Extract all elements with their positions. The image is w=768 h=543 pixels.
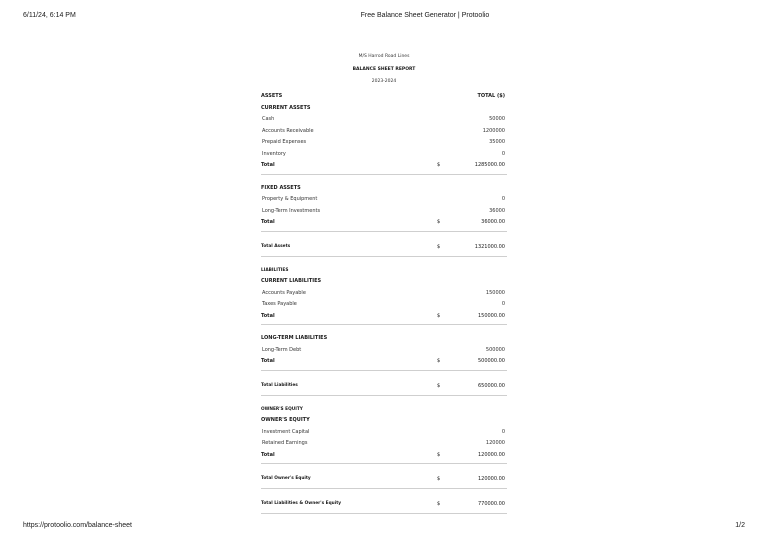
- current-assets-total-row: Total $ 1285000.00: [261, 162, 505, 168]
- total-assets-row: Total Assets $ 1321000.00: [261, 243, 505, 250]
- current-liabilities-total-row: Total $ 150000.00: [261, 312, 505, 319]
- print-page-title: Free Balance Sheet Generator | Protoolio: [360, 12, 490, 19]
- long-term-liabilities-total-row: Total $ 500000.00: [261, 358, 505, 364]
- line-item-row: Long-Term Debt 500000: [262, 346, 505, 353]
- equity-header: OWNER'S EQUITY: [261, 406, 303, 412]
- print-url: https://protoolio.com/balance-sheet: [23, 522, 132, 529]
- owners-equity-total-row: Total $ 120000.00: [261, 451, 505, 458]
- divider: [261, 513, 507, 514]
- fixed-assets-total-row: Total $ 36000.00: [261, 219, 505, 225]
- total-liabilities-equity-row: Total Liabilities & Owner's Equity $ 770000.00: [261, 501, 505, 507]
- line-item-row: Taxes Payable 0: [262, 301, 505, 307]
- divider: [261, 174, 507, 175]
- current-liabilities-title: CURRENT LIABILITIES: [261, 278, 322, 284]
- divider: [261, 256, 507, 257]
- long-term-liabilities-title: LONG-TERM LIABILITIES: [261, 335, 328, 341]
- assets-header-row: [261, 91, 507, 103]
- liabilities-header: LIABILITIES: [261, 267, 289, 273]
- divider: [261, 231, 507, 232]
- line-item-row: Accounts Receivable 1200000: [262, 127, 505, 134]
- divider: [261, 395, 507, 396]
- line-item-row: Long-Term Investments 36000: [262, 207, 505, 214]
- owners-equity-title: OWNER'S EQUITY: [261, 417, 310, 423]
- assets-header: ASSETS: [261, 93, 283, 99]
- company-name: M/S Harrod Road Lines: [358, 54, 410, 59]
- page-number: 1/2: [735, 522, 745, 529]
- divider: [261, 324, 507, 325]
- divider: [261, 488, 507, 489]
- report-period: 2023-2024: [371, 79, 397, 84]
- report-title: BALANCE SHEET REPORT: [352, 67, 416, 72]
- current-assets-title: CURRENT ASSETS: [261, 104, 311, 111]
- total-equity-row: Total Owner's Equity $ 120000.00: [261, 476, 505, 482]
- line-item-row: Inventory 0: [262, 150, 505, 157]
- divider: [261, 463, 507, 464]
- total-column-header: TOTAL ($): [477, 93, 505, 99]
- line-item-row: Prepaid Expenses 35000: [262, 139, 505, 145]
- divider: [261, 370, 507, 371]
- line-item-row: Investment Capital 0: [262, 428, 505, 435]
- line-item-row: Cash 50000: [262, 116, 505, 122]
- line-item-row: Property & Equipment 0: [262, 196, 505, 202]
- print-timestamp: 6/11/24, 6:14 PM: [23, 12, 76, 19]
- total-liabilities-row: Total Liabilities $ 650000.00: [261, 382, 505, 389]
- fixed-assets-title: FIXED ASSETS: [261, 184, 301, 191]
- line-item-row: Retained Earnings 120000: [262, 440, 505, 446]
- balance-sheet-report: [261, 52, 507, 522]
- line-item-row: Accounts Payable 150000: [262, 289, 505, 296]
